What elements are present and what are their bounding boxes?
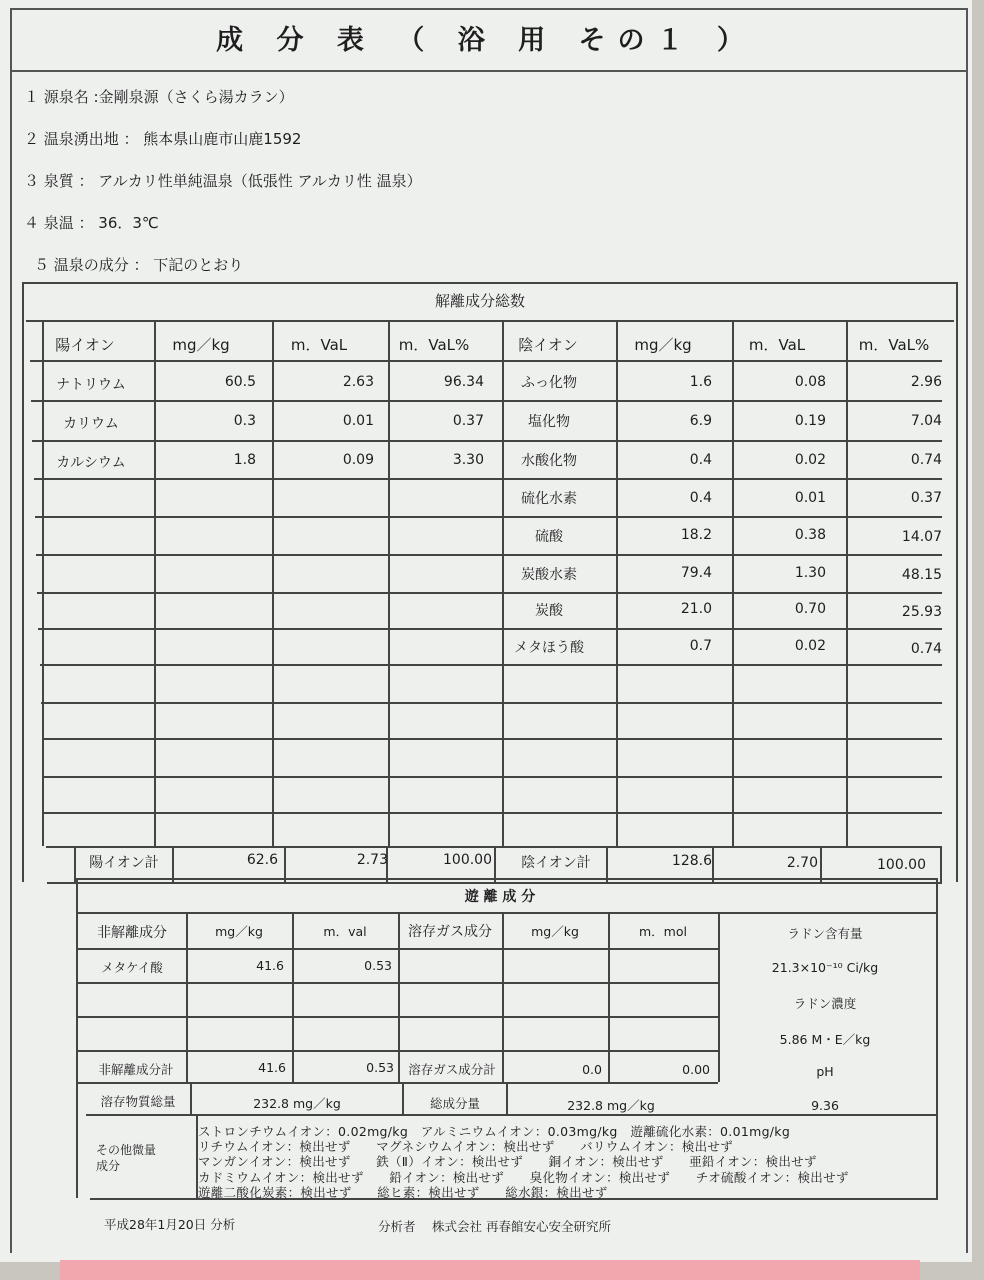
- header-nondissoc-mval: m．val: [323, 924, 367, 939]
- grid-line-h: [76, 878, 938, 880]
- total-components-label: 総成分量: [429, 1096, 480, 1111]
- cation-pct: 0.37: [452, 413, 484, 429]
- cation-mg: 1.8: [233, 452, 256, 468]
- outer-border-right: [966, 8, 968, 1253]
- grid-line-v: [732, 320, 734, 846]
- anion-name: 水酸化物: [521, 453, 577, 469]
- anion-mval: 0.38: [794, 527, 826, 543]
- header-anion-mval: m．VaL: [748, 336, 806, 354]
- anion-name: メタほう酸: [514, 640, 584, 656]
- cation-total-mval: 2.73: [356, 852, 388, 868]
- dissolved-total-value: 232.8 mg／kg: [253, 1096, 341, 1111]
- info-spring-quality: ３ 泉質 ： アルカリ性単純温泉（低張性 アルカリ性 温泉）: [24, 172, 422, 190]
- ph-value: 9.36: [811, 1098, 839, 1113]
- grid-line-h: [78, 912, 936, 914]
- anion-name: 塩化物: [528, 414, 570, 430]
- nondissoc-total-label: 非解離成分計: [98, 1062, 174, 1077]
- grid-line-h: [38, 628, 942, 630]
- dissolved-total-label: 溶存物質総量: [100, 1094, 176, 1109]
- anion-mval: 0.70: [794, 601, 826, 617]
- gas-total-mg: 0.0: [582, 1062, 602, 1077]
- header-nondissoc-mg: mg／kg: [215, 924, 263, 939]
- header-gas-mmol: m．mol: [639, 924, 687, 939]
- free-heading: 遊 離 成 分: [464, 889, 536, 905]
- grid-line-h: [36, 554, 942, 556]
- misc-line: カドミウムイオン：検出せず 鉛イオン：検出せず 臭化物イオン：検出せず チオ硫酸イオン：検出せず: [198, 1170, 849, 1185]
- grid-line-h: [37, 592, 942, 594]
- anion-mg: 1.6: [689, 374, 712, 390]
- grid-line-v: [956, 320, 958, 846]
- grid-line-h: [44, 812, 942, 814]
- cation-mg: 60.5: [224, 374, 256, 390]
- grid-line-v: [154, 320, 156, 846]
- header-cation-pct: m．VaL%: [398, 336, 470, 354]
- header-anion-pct: m．VaL%: [858, 336, 930, 354]
- gas-total-mmol: 0.00: [682, 1062, 710, 1077]
- grid-line-h: [22, 282, 958, 284]
- grid-line-h: [40, 664, 942, 666]
- misc-label: [96, 1142, 196, 1174]
- header-cation-mval: m．VaL: [290, 336, 348, 354]
- grid-line-h: [32, 440, 942, 442]
- anion-pct: 0.74: [910, 452, 942, 468]
- anion-mval: 0.01: [794, 490, 826, 506]
- page-title: 成 分 表 （ 浴 用 その１ ）: [216, 25, 756, 56]
- grid-line-v: [388, 320, 390, 846]
- anion-mval: 0.08: [794, 374, 826, 390]
- analysis-date: 平成28年1月20日 分析: [104, 1217, 236, 1232]
- anion-mval: 0.02: [794, 452, 826, 468]
- cation-mval: 0.01: [342, 413, 374, 429]
- misc-label-line1: その他微量: [96, 1143, 157, 1157]
- header-cation: 陽イオン: [55, 336, 115, 354]
- grid-line-v: [606, 846, 608, 882]
- anion-pct: 0.37: [910, 490, 942, 506]
- anion-total-label: 陰イオン計: [521, 855, 591, 871]
- radon-conc-value: 5.86 M・E／kg: [779, 1032, 871, 1047]
- anion-mg: 21.0: [680, 601, 712, 617]
- cation-mval: 2.63: [342, 374, 374, 390]
- anion-name: 硫酸: [535, 529, 563, 545]
- info-components: ５ 温泉の成分 ： 下記のとおり: [34, 256, 244, 274]
- nondissoc-name: メタケイ酸: [101, 960, 163, 975]
- info-source-name: １ 源泉名 :金剛泉源（さくら湯カラン）: [24, 88, 294, 106]
- anion-mg: 18.2: [680, 527, 712, 543]
- grid-line-h: [41, 702, 942, 704]
- anion-total-mval: 2.70: [786, 855, 818, 871]
- cation-name: カルシウム: [56, 455, 126, 471]
- misc-line: ストロンチウムイオン：0.02mg/kg アルミニウムイオン：0.03mg/kg 遊離硫化水素：0.01mg/kg: [198, 1124, 791, 1139]
- nondissoc-mg: 41.6: [256, 958, 284, 973]
- anion-total-mg: 128.6: [671, 853, 712, 869]
- anion-pct: 2.96: [910, 374, 942, 390]
- nondissoc-mval: 0.53: [364, 958, 392, 973]
- info-location: ２ 温泉湧出地 ： 熊本県山鹿市山鹿1592: [24, 130, 302, 148]
- grid-line-v: [494, 846, 496, 882]
- analyst: 分析者 株式会社 再春館安心安全研究所: [378, 1219, 611, 1234]
- header-nondissoc: 非解離成分: [97, 925, 167, 941]
- cation-total-mg: 62.6: [246, 852, 278, 868]
- header-anion-mg: mg／kg: [634, 336, 692, 354]
- grid-line-h: [43, 776, 942, 778]
- misc-label-line2: 成分: [96, 1159, 121, 1173]
- grid-line-v: [616, 320, 618, 846]
- grid-line-h: [26, 320, 954, 322]
- anion-name: 炭酸: [535, 603, 563, 619]
- grid-line-h: [31, 400, 942, 402]
- misc-line: リチウムイオン：検出せず マグネシウムイオン：検出せず バリウムイオン：検出せず: [198, 1139, 733, 1154]
- pink-paper-strip: [60, 1260, 920, 1280]
- anion-mval: 0.02: [794, 638, 826, 654]
- grid-line-v: [272, 320, 274, 846]
- grid-line-v: [22, 282, 24, 882]
- nondissoc-total-mval: 0.53: [366, 1060, 394, 1075]
- cation-pct: 96.34: [443, 374, 484, 390]
- anion-mg: 0.4: [689, 490, 712, 506]
- header-anion: 陰イオン: [518, 336, 578, 354]
- grid-line-h: [78, 1082, 718, 1084]
- grid-line-h: [30, 360, 942, 362]
- anion-total-pct: 100.00: [877, 857, 926, 873]
- grid-line-v: [936, 878, 938, 1200]
- anion-name: 炭酸水素: [521, 567, 577, 583]
- grid-line-v: [42, 320, 44, 846]
- grid-line-h: [35, 516, 942, 518]
- info-temperature: ４ 泉温 ： 36．3℃: [24, 214, 159, 232]
- cation-name: ナトリウム: [56, 377, 126, 393]
- anion-mg: 79.4: [680, 565, 712, 581]
- grid-line-v: [940, 846, 942, 882]
- grid-line-h: [34, 478, 942, 480]
- gas-total-label: 溶存ガス成分計: [408, 1062, 496, 1077]
- anion-mg: 0.4: [689, 452, 712, 468]
- grid-line-v: [846, 320, 848, 846]
- anion-mg: 6.9: [689, 413, 712, 429]
- outer-border-left: [10, 8, 12, 1253]
- cation-name: カリウム: [63, 416, 119, 432]
- radon-content-label: ラドン含有量: [787, 926, 863, 941]
- title-divider: [10, 70, 968, 72]
- header-cation-mg: mg／kg: [172, 336, 230, 354]
- misc-line: 遊離二酸化炭素：検出せず 総ヒ素：検出せず 総水銀：検出せず: [198, 1185, 608, 1200]
- anion-name: 硫化水素: [521, 491, 577, 507]
- radon-content-value: 21.3×10⁻¹⁰ Ci/kg: [771, 960, 879, 975]
- radon-conc-label: ラドン濃度: [793, 996, 857, 1011]
- cation-total-label: 陽イオン計: [89, 855, 159, 871]
- anion-mg: 0.7: [689, 638, 712, 654]
- anion-pct: 7.04: [910, 413, 942, 429]
- grid-line-h: [42, 738, 942, 740]
- anion-mval: 1.30: [794, 565, 826, 581]
- grid-line-h: [47, 882, 942, 884]
- anion-pct: 0.74: [910, 641, 942, 657]
- anion-mval: 0.19: [794, 413, 826, 429]
- ph-label: pH: [816, 1064, 834, 1079]
- misc-line: マンガンイオン：検出せず 鉄（Ⅱ）イオン：検出せず 銅イオン：検出せず 亜鉛イオン：検出せず: [198, 1154, 817, 1169]
- grid-line-h: [86, 1114, 936, 1116]
- cation-pct: 3.30: [452, 452, 484, 468]
- outer-border-top: [10, 8, 968, 10]
- anion-name: ふっ化物: [521, 375, 577, 391]
- dissociated-heading: 解離成分総数: [434, 292, 525, 310]
- total-components-value: 232.8 mg／kg: [567, 1098, 655, 1113]
- cation-total-pct: 100.00: [443, 852, 492, 868]
- header-gas: 溶存ガス成分: [408, 924, 492, 940]
- anion-pct: 48.15: [901, 567, 942, 583]
- nondissoc-total-mg: 41.6: [258, 1060, 286, 1075]
- cation-mval: 0.09: [342, 452, 374, 468]
- anion-pct: 25.93: [901, 604, 942, 620]
- cation-mg: 0.3: [233, 413, 256, 429]
- anion-pct: 14.07: [901, 529, 942, 545]
- header-gas-mg: mg／kg: [531, 924, 579, 939]
